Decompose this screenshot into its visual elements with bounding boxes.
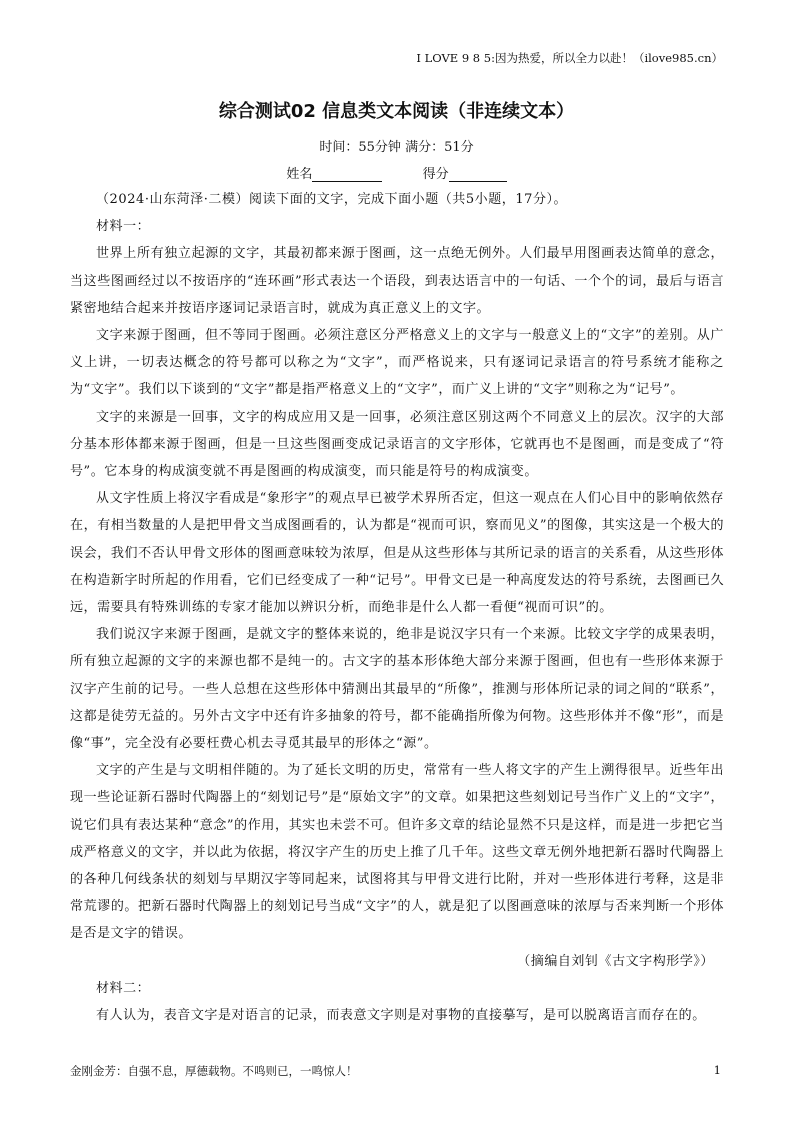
name-blank[interactable] — [312, 168, 382, 182]
page-title: 综合测试02 信息类文本阅读（非连续文本） — [218, 101, 575, 122]
material1-paragraph-6: 文字的产生是与文明相伴随的。为了延长文明的历史，常常有一些人将文字的产生上溯得很早。近些年出现一些论证新石器时代陶器上的“刻划记号”是“原始文字”的文章。如果把这些刻划记号当作广义上的“文字”，说它们具有表达某种“意念”的作用，其实也未尝不可。但许多文章的结论显然不只是这样，而是进一步把它当成严格意义的文字，并以此为依据，将汉字产生的历史上推了几千年。这些文章无例外地把新石器时代陶器上的各种几何线条状的刻划与早期汉字等同起来，试图将其与甲骨文进行比附，并对一些形体进行考释，这是非常荒谬的。把新石器时代陶器上的刻划记号当成“文字”的人，就是犯了以图画意味的浓厚与否来判断一个形体是否是文字的错误。 — [70, 763, 724, 942]
footer-motto: 金刚金芳：自强不息，厚德载物。不鸣则已，一鸣惊人！ — [70, 1064, 358, 1078]
material1-label: 材料一： — [96, 219, 151, 235]
name-score-line — [0, 163, 793, 182]
material1-paragraph-5: 我们说汉字来源于图画，是就文字的整体来说的，绝非是说汉字只有一个来源。比较文字学的成果表明，所有独立起源的文字的来源也都不是纯一的。古文字的基本形体绝大部分来源于图画，但也有一些形体来源于汉字产生前的记号。一些人总想在这些形体中猜测出其最早的“所像”，推测与形体所记录的词之间的“联系”，这都是徒劳无益的。另外古文字中还有许多抽象的符号，都不能确指所像为何物。这些形体并不像“形”，而是像“事”，完全没有必要枉费心机去寻觅其最早的形体之“源”。 — [70, 627, 724, 752]
passage-content — [70, 186, 724, 1029]
header-note: I LOVE 9 8 5:因为热爱，所以全力以赴！（ilove985.cn） — [416, 51, 723, 65]
material1-paragraph-2: 文字来源于图画，但不等同于图画。必须注意区分严格意义上的文字与一般意义上的“文字”的差别。从广义上讲，一切表达概念的符号都可以称之为“文字”，而严格说来，只有逐词记录语言的符号系统才能称之为“文字”。我们以下谈到的“文字”都是指严格意义上的“文字”，而广义上讲的“文字”则称之为“记号”。 — [70, 328, 724, 398]
page-number: 1 — [713, 1063, 721, 1077]
score-label: 得分 — [422, 167, 449, 182]
exam-time-score: 时间：55分钟 满分：51分 — [319, 140, 474, 155]
material1-paragraph-3: 文字的来源是一回事，文字的构成应用又是一回事，必须注意区别这两个不同意义上的层次。汉字的大部分基本形体都来源于图画，但是一旦这些图画变成记录语言的文字形体，它就再也不是图画，而是变成了“符号”。它本身的构成演变就不再是图画的构成演变，而只能是符号的构成演变。 — [70, 409, 724, 480]
name-label: 姓名 — [286, 167, 313, 182]
question-intro: （2024·山东菏泽·二模）阅读下面的文字，完成下面小题（共5小题，17分）。 — [96, 192, 568, 207]
material1-source: （摘编自刘钊《古文字构形学》） — [517, 953, 714, 969]
material1-paragraph-4: 从文字性质上将汉字看成是“象形字”的观点早已被学术界所否定，但这一观点在人们心目中的影响依然存在，有相当数量的人是把甲骨文当成图画看的，认为都是“视而可识，察而见义”的图像，其实这是一个极大的误会，我们不否认甲骨文形体的图画意味较为浓厚，但是从这些形体与其所记录的语言的关系看，从这些形体在构造新字时所起的作用看，它们已经变成了一种“记号”。甲骨文已是一种高度发达的符号系统，去图画已久远，需要具有特殊训练的专家才能加以辨识分析，而绝非是什么人都一看便“视而可识”的。 — [70, 491, 724, 616]
score-blank[interactable] — [449, 168, 507, 182]
material2-label: 材料二： — [96, 980, 151, 996]
material2-paragraph-1: 有人认为，表音文字是对语言的记录，而表意文字则是对事物的直接摹写，是可以脱离语言而存在的。 — [96, 1008, 706, 1024]
material1-paragraph-1: 世界上所有独立起源的文字，其最初都来源于图画，这一点绝无例外。人们最早用图画表达简单的意念，当这些图画经过以不按语序的“连环画”形式表达一个语段，到表达语言中的一句话、一个个的词，最后与语言紧密地结合起来并按语序逐词记录语言时，就成为真正意义上的文字。 — [70, 246, 724, 316]
